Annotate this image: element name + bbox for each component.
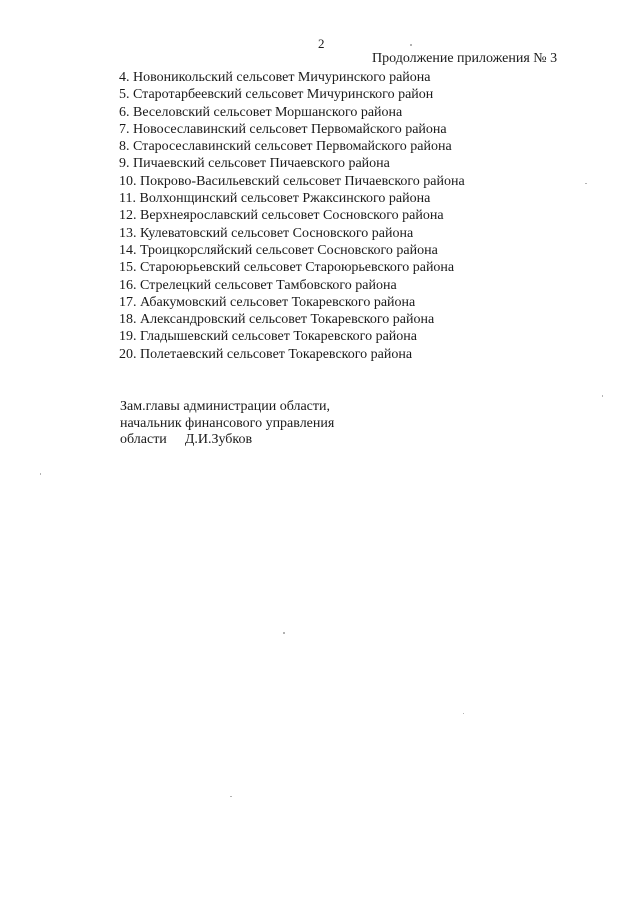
list-item: 4. Новоникольский сельсовет Мичуринского района <box>119 70 431 85</box>
signature-block <box>120 399 334 449</box>
continuation-header: Продолжение приложения № 3 <box>372 51 558 66</box>
scan-speck <box>230 796 232 797</box>
signature-name-line <box>120 432 334 449</box>
signatory-name: Д.И.Зубков <box>184 432 253 447</box>
list-item: 13. Кулеватовский сельсовет Сосновского района <box>119 225 414 241</box>
list-item: 9. Пичаевский сельсовет Пичаевского района <box>119 156 390 172</box>
list-item: 7. Новосеславинский сельсовет Первомайского района <box>119 121 447 137</box>
entry-list <box>119 69 465 363</box>
scan-speck <box>410 44 412 46</box>
list-item: 16. Стрелецкий сельсовет Тамбовского района <box>119 277 397 293</box>
list-item: 20. Полетаевский сельсовет Токаревского района <box>119 346 413 362</box>
page-number: 2 <box>318 36 325 51</box>
scan-speck <box>283 632 285 634</box>
list-item: 12. Верхнеярославский сельсовет Сосновского района <box>119 208 444 224</box>
list-item: 17. Абакумовский сельсовет Токаревского района <box>119 294 416 310</box>
list-item: 10. Покрово-Васильевский сельсовет Пичаевского района <box>119 173 465 189</box>
scan-speck <box>602 395 603 397</box>
list-item: 5. Старотарбеевский сельсовет Мичуринского район <box>119 87 434 103</box>
list-item: 18. Александровский сельсовет Токаревского района <box>119 312 435 328</box>
signature-position-line: начальник финансового управления <box>120 415 335 431</box>
list-item: 14. Троицкорсляйский сельсовет Сосновского района <box>119 242 438 258</box>
list-item: 19. Гладышевский сельсовет Токаревского района <box>119 329 417 345</box>
list-item: 6. Веселовский сельсовет Моршанского района <box>119 104 403 120</box>
list-item: 11. Волхонщинский сельсовет Ржаксинского района <box>119 191 431 207</box>
scan-speck <box>40 473 41 475</box>
signature-title-line: Зам.главы администрации области, <box>120 399 330 414</box>
list-item: 15. Староюрьевский сельсовет Староюрьевского района <box>119 260 455 276</box>
scan-speck <box>585 183 587 184</box>
scan-speck <box>463 713 464 714</box>
signature-prefix: области <box>120 432 167 447</box>
list-item: 8. Старосеславинский сельсовет Первомайского района <box>119 139 452 155</box>
